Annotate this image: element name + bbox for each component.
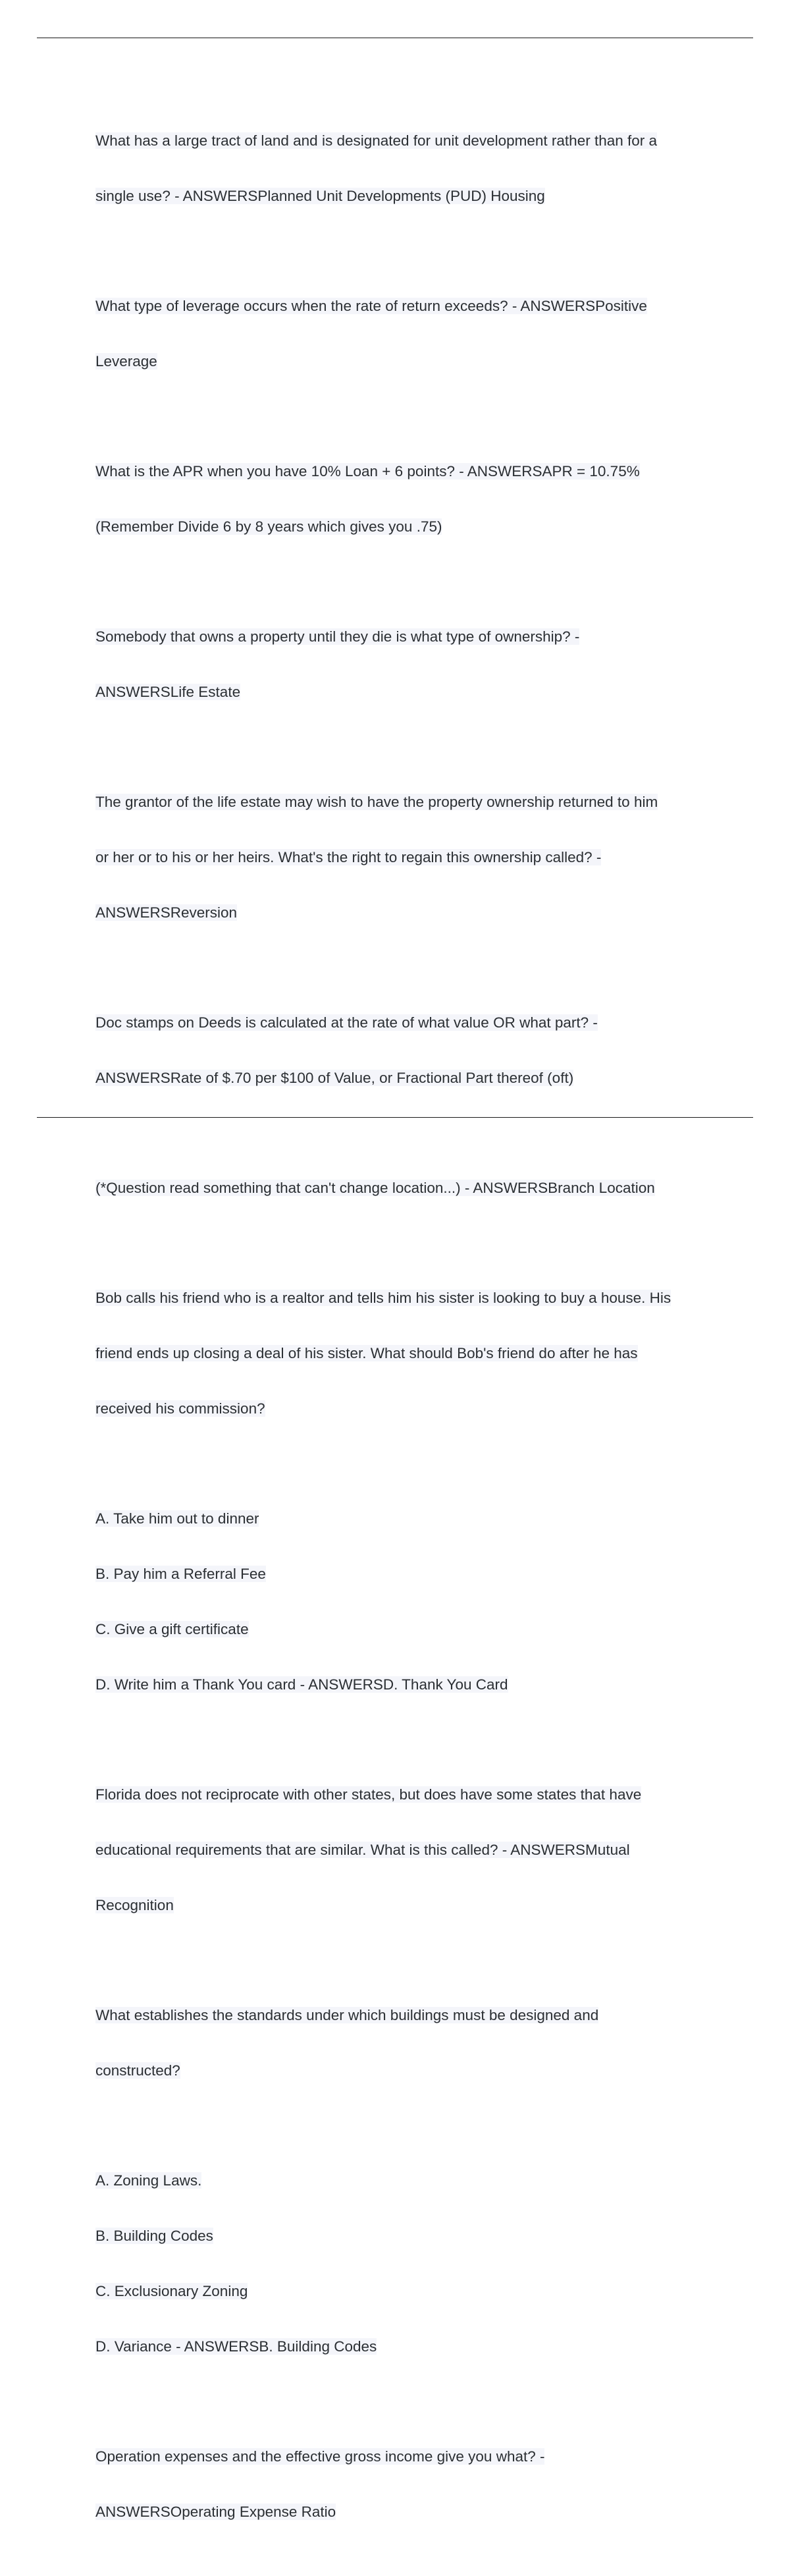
qa-entry [95,1142,718,1234]
text-line: Florida does not reciprocate with other states, but does have some states that have [95,1786,642,1803]
option-line: B. Building Codes [95,2228,213,2244]
option-line: C. Exclusionary Zoning [95,2283,248,2299]
qa-entry [95,260,718,408]
text-line: What establishes the standards under which buildings must be designed and [95,2007,599,2023]
option-line: D. Variance - ANSWERSB. Building Codes [95,2338,377,2355]
answer-options [95,2135,718,2393]
text-line: received his commission? [95,1400,265,1417]
option-line: A. Zoning Laws. [95,2172,202,2189]
text-line: ANSWERSLife Estate [95,684,241,700]
answer-options [95,1473,718,1731]
text-line: friend ends up closing a deal of his sister. What should Bob's friend do after he has [95,1345,638,1361]
text-line: constructed? [95,2062,180,2079]
text-line: ANSWERSOperating Expense Ratio [95,2504,336,2520]
text-line: or her or to his or her heirs. What's the right to regain this ownership called? - [95,849,602,865]
text-line: Recognition [95,1897,174,1913]
text-line: What type of leverage occurs when the rate of return exceeds? - ANSWERSPositive [95,298,647,314]
qa-entry [95,977,718,1124]
text-line: Doc stamps on Deeds is calculated at the rate of what value OR what part? - [95,1014,598,1031]
text-line: Somebody that owns a property until they die is what type of ownership? - [95,628,580,645]
text-line: What is the APR when you have 10% Loan + 6 points? - ANSWERSAPR = 10.75% [95,463,640,480]
text-line: Operation expenses and the effective gross income give you what? - [95,2448,545,2465]
text-line: ANSWERSReversion [95,904,238,921]
qa-entry [95,2411,718,2558]
text-line: educational requirements that are similar. What is this called? - ANSWERSMutual [95,1842,630,1858]
option-line: C. Give a gift certificate [95,1621,249,1637]
option-line: B. Pay him a Referral Fee [95,1566,266,1582]
bottom-rule [37,1117,753,1118]
qa-entry [95,425,718,573]
qa-entry [95,1749,718,1952]
qa-entry [95,1252,718,1455]
document-body [95,95,718,2576]
qa-entry [95,591,718,738]
text-line: single use? - ANSWERSPlanned Unit Developments (PUD) Housing [95,188,545,204]
option-line: A. Take him out to dinner [95,1510,259,1527]
text-line: The grantor of the life estate may wish to have the property ownership returned to him [95,794,658,810]
qa-entry [95,756,718,959]
option-line: D. Write him a Thank You card - ANSWERSD. Thank You Card [95,1676,508,1693]
text-line: Bob calls his friend who is a realtor and tells him his sister is looking to buy a house. His [95,1290,672,1306]
text-line: Leverage [95,353,157,370]
qa-entry [95,1969,718,2117]
text-line: (Remember Divide 6 by 8 years which gives you .75) [95,518,442,535]
text-line: What has a large tract of land and is designated for unit development rather than for a [95,132,658,149]
qa-entry [95,95,718,242]
text-line: ANSWERSRate of $.70 per $100 of Value, or Fractional Part thereof (oft) [95,1070,574,1086]
text-line: (*Question read something that can't change location...) - ANSWERSBranch Location [95,1180,655,1196]
